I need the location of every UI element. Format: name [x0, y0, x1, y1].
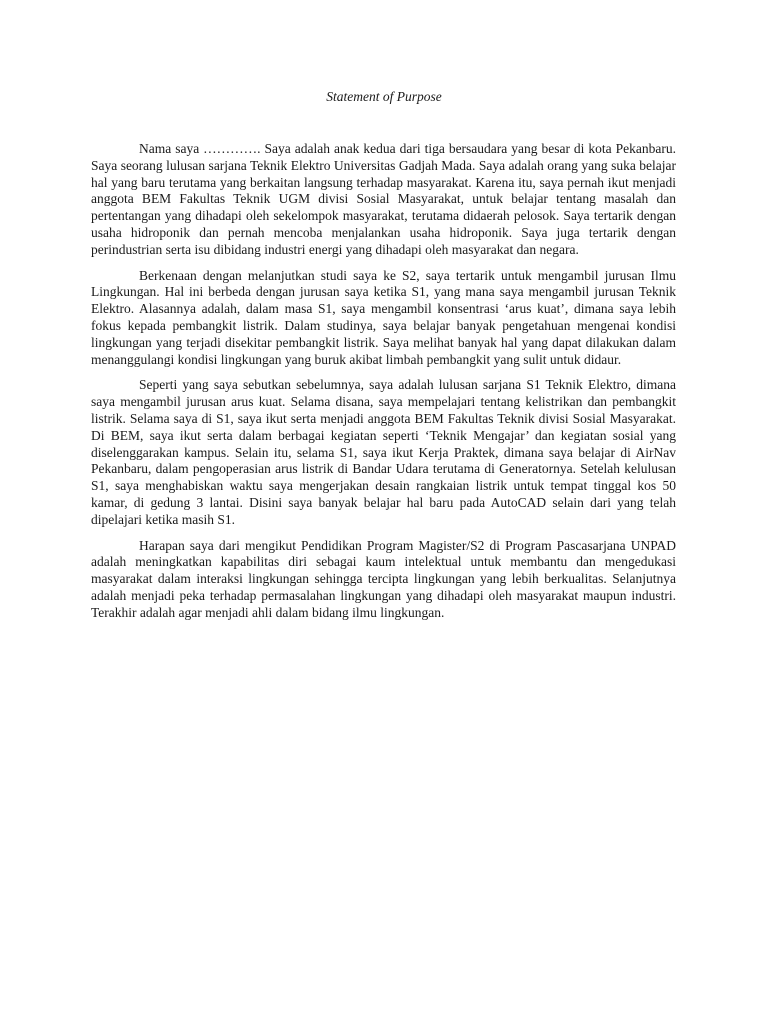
paragraph-study-motivation: Berkenaan dengan melanjutkan studi saya ke S2, saya tertarik untuk mengambil jurusan Ilmu Lingkungan. Hal ini berbeda dengan jurusan saya ketika S1, yang mana saya mengambil jurusan Teknik Elektro. Alasannya adalah, dalam masa S1, saya mengambil konsentrasi ‘arus kuat’, dimana saya lebih fokus kepada pembangkit listrik. Dalam studinya, saya belajar banyak pengetahuan mengenai kondisi lingkungan yang terjadi disekitar pembangkit listrik. Saya melihat banyak hal yang dapat dilakukan dalam menanggulangi kondisi lingkungan yang buruk akibat limbah pembangkit yang sulit untuk didaur. — [91, 267, 676, 367]
paragraph-expectations: Harapan saya dari mengikut Pendidikan Program Magister/S2 di Program Pascasarjana UNPAD adalah meningkatkan kapabilitas diri sebagai kaum intelektual untuk membantu dan mengedukasi masyarakat dalam interaksi lingkungan sehingga tercipta lingkungan yang lebih berkualitas. Selanjutnya adalah menjadi peka terhadap permasalahan lingkungan yang dihadapi oleh masyarakat maupun industri. Terakhir adalah agar menjadi ahli dalam bidang ilmu lingkungan. — [91, 537, 676, 620]
document-title: Statement of Purpose — [326, 89, 442, 104]
paragraph-experience: Seperti yang saya sebutkan sebelumnya, saya adalah lulusan sarjana S1 Teknik Elektro, dimana saya mengambil jurusan arus kuat. Selama disana, saya mempelajari tentang kelistrikan dan pembangkit listrik. Selama saya di S1, saya ikut serta menjadi anggota BEM Fakultas Teknik divisi Sosial Masyarakat. Di BEM, saya ikut serta dalam berbagai kegiatan seperti ‘Teknik Mengajar’ dan kegiatan sosial yang diselenggarakan kampus. Selain itu, selama S1, saya ikut Kerja Praktek, dimana saya belajar di AirNav Pekanbaru, dalam pengoperasian arus listrik di Bandar Udara terutama di Generatornya. Setelah kelulusan S1, saya menghabiskan waktu saya mengerjakan desain rangkaian listrik untuk tempat tinggal kos 50 kamar, di gedung 3 lantai. Disini saya banyak belajar hal baru pada AutoCAD selain dari yang telah dipelajari ketika masih S1. — [91, 377, 676, 527]
paragraph-introduction: Nama saya …………. Saya adalah anak kedua dari tiga bersaudara yang besar di kota Pekanbaru. Saya seorang lulusan sarjana Teknik Elektro Universitas Gadjah Mada. Saya adalah orang yang suka belajar hal yang baru terutama yang berkaitan langsung terhadap masyarakat. Karena itu, saya pernah ikut menjadi anggota BEM Fakultas Teknik UGM divisi Sosial Masyarakat, untuk belajar tentang masalah dan pertentangan yang dihadapi oleh sekelompok masyarakat, terutama didaerah pelosok. Saya tertarik dengan usaha hidroponik dan pernah mencoba menjalankan usaha hidroponik. Saya juga tertarik dengan perindustrian serta isu dibidang industri energi yang dihadapi oleh masyarakat dan negara. — [91, 141, 676, 257]
document-body — [91, 141, 676, 631]
